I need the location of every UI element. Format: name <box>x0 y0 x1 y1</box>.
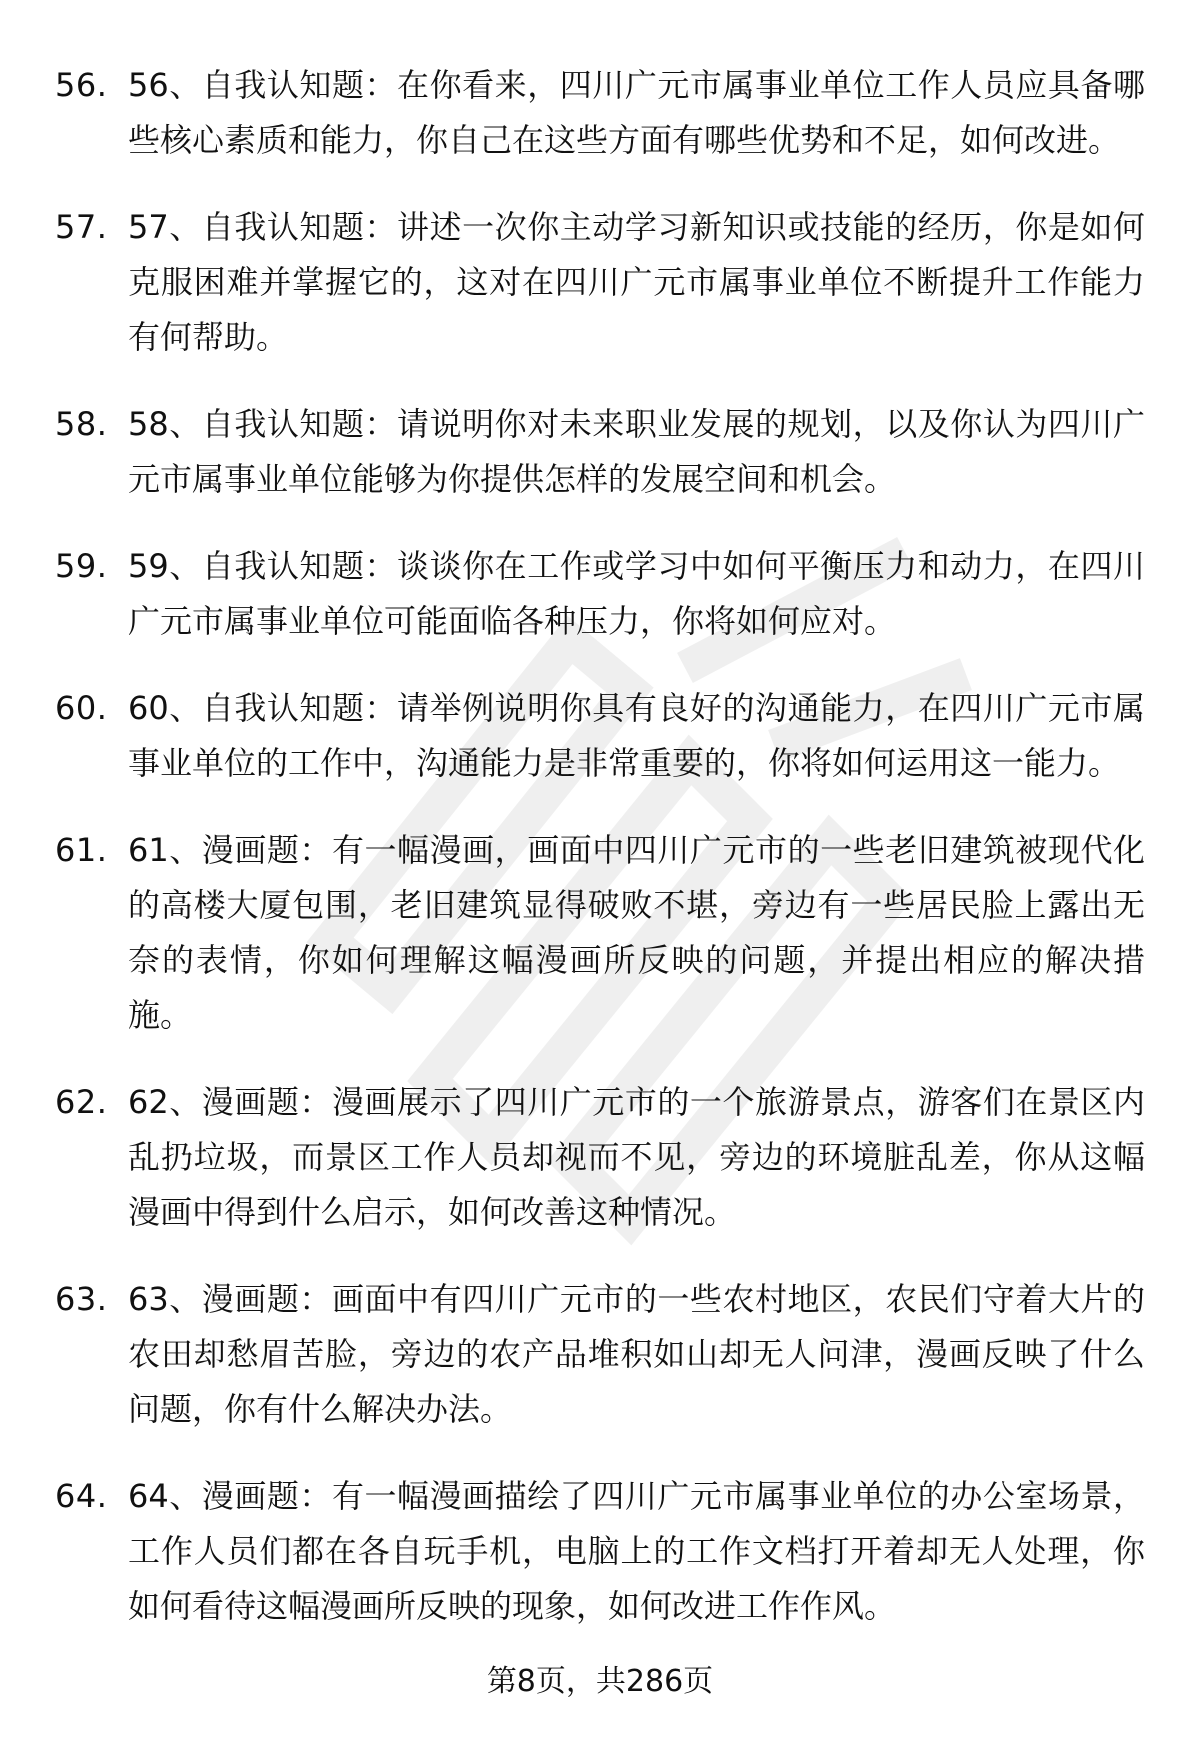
question-number: 60. <box>55 689 108 727</box>
list-item <box>55 823 1145 1043</box>
list-item <box>55 200 1145 365</box>
question-text: 63、漫画题：画面中有四川广元市的一些农村地区，农民们守着大片的农田却愁眉苦脸，旁边的农产品堆积如山却无人问津，漫画反映了什么问题，你有什么解决办法。 <box>128 1280 1145 1428</box>
list-item <box>55 397 1145 507</box>
question-number: 64. <box>55 1477 108 1515</box>
question-number: 56. <box>55 66 108 104</box>
list-item <box>55 539 1145 649</box>
list-item <box>55 1272 1145 1437</box>
list-item <box>55 1075 1145 1240</box>
question-text: 58、自我认知题：请说明你对未来职业发展的规划，以及你认为四川广元市属事业单位能够为你提供怎样的发展空间和机会。 <box>128 405 1145 498</box>
question-number: 61. <box>55 831 108 869</box>
question-text: 62、漫画题：漫画展示了四川广元市的一个旅游景点，游客们在景区内乱扔垃圾，而景区工作人员却视而不见，旁边的环境脏乱差，你从这幅漫画中得到什么启示，如何改善这种情况。 <box>128 1083 1145 1231</box>
question-number: 58. <box>55 405 108 443</box>
list-item <box>55 681 1145 791</box>
question-number: 59. <box>55 547 108 585</box>
list-item <box>55 58 1145 168</box>
question-list <box>55 58 1145 1666</box>
list-item <box>55 1469 1145 1634</box>
page-footer <box>0 1660 1200 1704</box>
question-text: 64、漫画题：有一幅漫画描绘了四川广元市属事业单位的办公室场景，工作人员们都在各自玩手机，电脑上的工作文档打开着却无人处理，你如何看待这幅漫画所反映的现象，如何改进工作作风。 <box>128 1477 1145 1625</box>
question-number: 63. <box>55 1280 108 1318</box>
page-number-label: 第8页，共286页 <box>486 1664 714 1699</box>
question-text: 56、自我认知题：在你看来，四川广元市属事业单位工作人员应具备哪些核心素质和能力，你自己在这些方面有哪些优势和不足，如何改进。 <box>128 66 1145 159</box>
question-number: 57. <box>55 208 108 246</box>
question-number: 62. <box>55 1083 108 1121</box>
question-text: 59、自我认知题：谈谈你在工作或学习中如何平衡压力和动力，在四川广元市属事业单位可能面临各种压力，你将如何应对。 <box>128 547 1145 640</box>
question-text: 61、漫画题：有一幅漫画，画面中四川广元市的一些老旧建筑被现代化的高楼大厦包围，老旧建筑显得破败不堪，旁边有一些居民脸上露出无奈的表情，你如何理解这幅漫画所反映的问题，并提出相应的解决措施。 <box>128 831 1145 1034</box>
question-text: 57、自我认知题：讲述一次你主动学习新知识或技能的经历，你是如何克服困难并掌握它的，这对在四川广元市属事业单位不断提升工作能力有何帮助。 <box>128 208 1145 356</box>
question-text: 60、自我认知题：请举例说明你具有良好的沟通能力，在四川广元市属事业单位的工作中，沟通能力是非常重要的，你将如何运用这一能力。 <box>128 689 1145 782</box>
